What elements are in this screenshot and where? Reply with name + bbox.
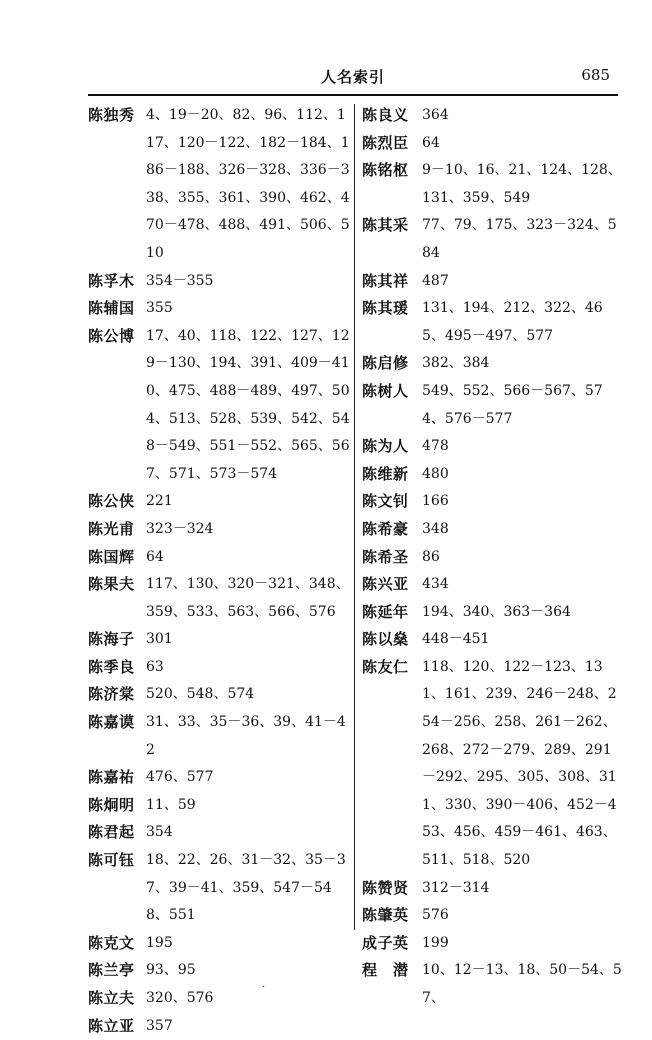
entry-name: 陈希豪	[362, 519, 409, 538]
entry-name: 陈启修	[362, 354, 409, 373]
entry-name: 陈光甫	[88, 519, 135, 538]
index-entry	[88, 516, 350, 544]
index-entry	[362, 102, 624, 130]
entry-pages: 476、577	[146, 769, 214, 786]
entry-name: 陈其采	[362, 216, 409, 235]
index-entry	[362, 433, 624, 461]
index-entry	[88, 488, 350, 516]
entry-name: 陈以燊	[362, 630, 409, 649]
index-entry	[362, 571, 624, 599]
entry-name: 陈树人	[362, 381, 409, 400]
entry-name: 陈兴亚	[362, 575, 409, 594]
entry-name: 陈烈臣	[362, 133, 409, 152]
entry-name: 陈季良	[88, 657, 135, 676]
entry-pages: 18、22、26、31－32、35－37、39－41、359、547－548、551	[146, 852, 346, 924]
scan-speck: ·	[262, 982, 266, 993]
entry-name: 陈兰亭	[88, 961, 135, 980]
entry-pages: 11、59	[146, 796, 196, 813]
entry-name: 陈其祥	[362, 271, 409, 290]
index-entry	[362, 599, 624, 627]
entry-name: 陈肇英	[362, 906, 409, 925]
entry-pages: 320、576	[146, 990, 214, 1006]
entry-pages: 355	[146, 300, 173, 317]
index-entry	[362, 544, 624, 572]
entry-pages: 31、33、35－36、39、41－42	[146, 714, 346, 758]
entry-name: 陈赞贤	[362, 878, 409, 897]
index-entry	[88, 847, 350, 930]
index-entry	[88, 957, 350, 985]
entry-name: 陈可钰	[88, 851, 135, 870]
entry-name: 陈公侠	[88, 492, 135, 511]
entry-pages: 312－314	[422, 879, 490, 896]
index-entry	[362, 516, 624, 544]
entry-pages: 10、12－13、18、50－54、57、	[422, 962, 622, 1006]
entry-name: 陈其瑗	[362, 299, 409, 318]
index-entry	[88, 792, 350, 820]
entry-pages: 4、19－20、82、96、112、117、120－122、182－184、186－188、326－328、336－338、355、361、390、462、470－478、488、491、506、510	[146, 107, 350, 261]
entry-pages: 323－324	[146, 520, 214, 537]
entry-name: 陈延年	[362, 602, 409, 621]
entry-name: 陈希圣	[362, 547, 409, 566]
entry-name: 陈君起	[88, 823, 135, 842]
index-entry	[362, 157, 624, 212]
index-entry	[362, 654, 624, 875]
page-header	[88, 60, 618, 96]
entry-pages: 354－355	[146, 272, 214, 289]
entry-pages: 448－451	[422, 631, 490, 648]
index-entry	[88, 571, 350, 626]
entry-pages: 364	[422, 107, 449, 123]
index-entry	[362, 378, 624, 433]
entry-pages: 166	[422, 493, 449, 510]
entry-name: 陈孚木	[88, 271, 135, 290]
entry-pages: 64	[422, 134, 440, 151]
entry-name: 陈国辉	[88, 547, 135, 566]
entry-pages: 354	[146, 824, 173, 841]
entry-name: 成子英	[362, 933, 409, 952]
entry-pages: 118、120、122－123、131、161、239、246－248、254－256、258、261－262、268、272－279、289、291－292、295、305、308、311、330、390－406、452－453、456、459－461、463、511、518、520	[422, 658, 617, 869]
index-entry	[88, 323, 350, 489]
index-entry	[88, 764, 350, 792]
index-entry	[88, 626, 350, 654]
index-entry	[88, 654, 350, 682]
entry-name: 陈铭枢	[362, 161, 409, 180]
entry-pages: 17、40、118、122、127、129－130、194、391、409－410、475、488－489、497、504、513、528、539、542、548－549、551－552、565、567、571、573－574	[146, 327, 350, 482]
index-column-right	[362, 102, 624, 1013]
entry-pages: 9－10、16、21、124、128、131、359、549	[422, 162, 622, 206]
entry-name: 陈为人	[362, 437, 409, 456]
index-entry	[88, 819, 350, 847]
entry-pages: 576	[422, 907, 449, 924]
index-entry	[362, 626, 624, 654]
entry-pages: 63	[146, 658, 164, 675]
index-entry	[88, 295, 350, 323]
running-title: 人名索引	[320, 68, 385, 86]
page-number: 685	[581, 66, 610, 84]
index-entry	[362, 902, 624, 930]
entry-pages: 86	[422, 548, 440, 565]
entry-pages: 480	[422, 465, 449, 482]
entry-name: 陈济棠	[88, 685, 135, 704]
entry-pages: 487	[422, 272, 449, 289]
index-entry	[88, 985, 350, 1013]
entry-pages: 64	[146, 548, 164, 565]
index-entry	[88, 1013, 350, 1040]
index-entry	[362, 875, 624, 903]
entry-name: 陈公博	[88, 326, 135, 345]
entry-name: 陈立夫	[88, 989, 135, 1007]
index-entry	[362, 957, 624, 1012]
entry-name: 陈海子	[88, 630, 135, 649]
entry-pages: 131、194、212、322、465、495－497、577	[422, 300, 603, 344]
index-entry	[88, 930, 350, 958]
index-entry	[362, 130, 624, 158]
entry-pages: 357	[146, 1017, 173, 1034]
entry-pages: 195	[146, 934, 173, 951]
entry-pages: 199	[422, 934, 449, 951]
entry-name: 陈炯明	[88, 795, 135, 814]
column-divider	[354, 104, 355, 930]
entry-pages: 348	[422, 520, 449, 537]
index-entry	[362, 350, 624, 378]
entry-pages: 520、548、574	[146, 686, 255, 703]
index-entry	[362, 488, 624, 516]
index-entry	[362, 212, 624, 267]
entry-name: 陈维新	[362, 464, 409, 483]
index-entry	[88, 268, 350, 296]
entry-name: 陈友仁	[362, 657, 409, 676]
entry-pages: 117、130、320－321、348、359、533、563、566、576	[146, 576, 350, 620]
entry-pages: 77、79、175、323－324、584	[422, 217, 617, 261]
index-column-left	[88, 102, 350, 1040]
index-entry	[362, 295, 624, 350]
index-entry	[88, 102, 350, 268]
entry-pages: 93、95	[146, 962, 196, 979]
index-entry	[88, 681, 350, 709]
entry-name: 陈果夫	[88, 575, 135, 594]
entry-pages: 549、552、566－567、574、576－577	[422, 382, 603, 427]
entry-pages: 194、340、363－364	[422, 603, 571, 620]
entry-pages: 434	[422, 576, 449, 593]
entry-name: 陈克文	[88, 933, 135, 952]
entry-name: 陈立亚	[88, 1016, 135, 1035]
entry-pages: 221	[146, 493, 173, 510]
entry-name: 陈辅国	[88, 299, 135, 318]
entry-name: 陈良义	[362, 106, 409, 124]
index-entry	[362, 461, 624, 489]
entry-pages: 478	[422, 438, 449, 455]
index-entry	[362, 268, 624, 296]
entry-pages: 382、384	[422, 355, 490, 372]
entry-name: 陈嘉谟	[88, 713, 135, 732]
index-entry	[88, 709, 350, 764]
entry-name: 陈嘉祐	[88, 768, 135, 787]
entry-name: 陈文钊	[362, 492, 409, 511]
index-entry	[88, 544, 350, 572]
entry-name: 陈独秀	[88, 106, 135, 124]
entry-name: 程 潜	[362, 961, 409, 980]
index-entry	[362, 930, 624, 958]
entry-pages: 301	[146, 631, 173, 648]
